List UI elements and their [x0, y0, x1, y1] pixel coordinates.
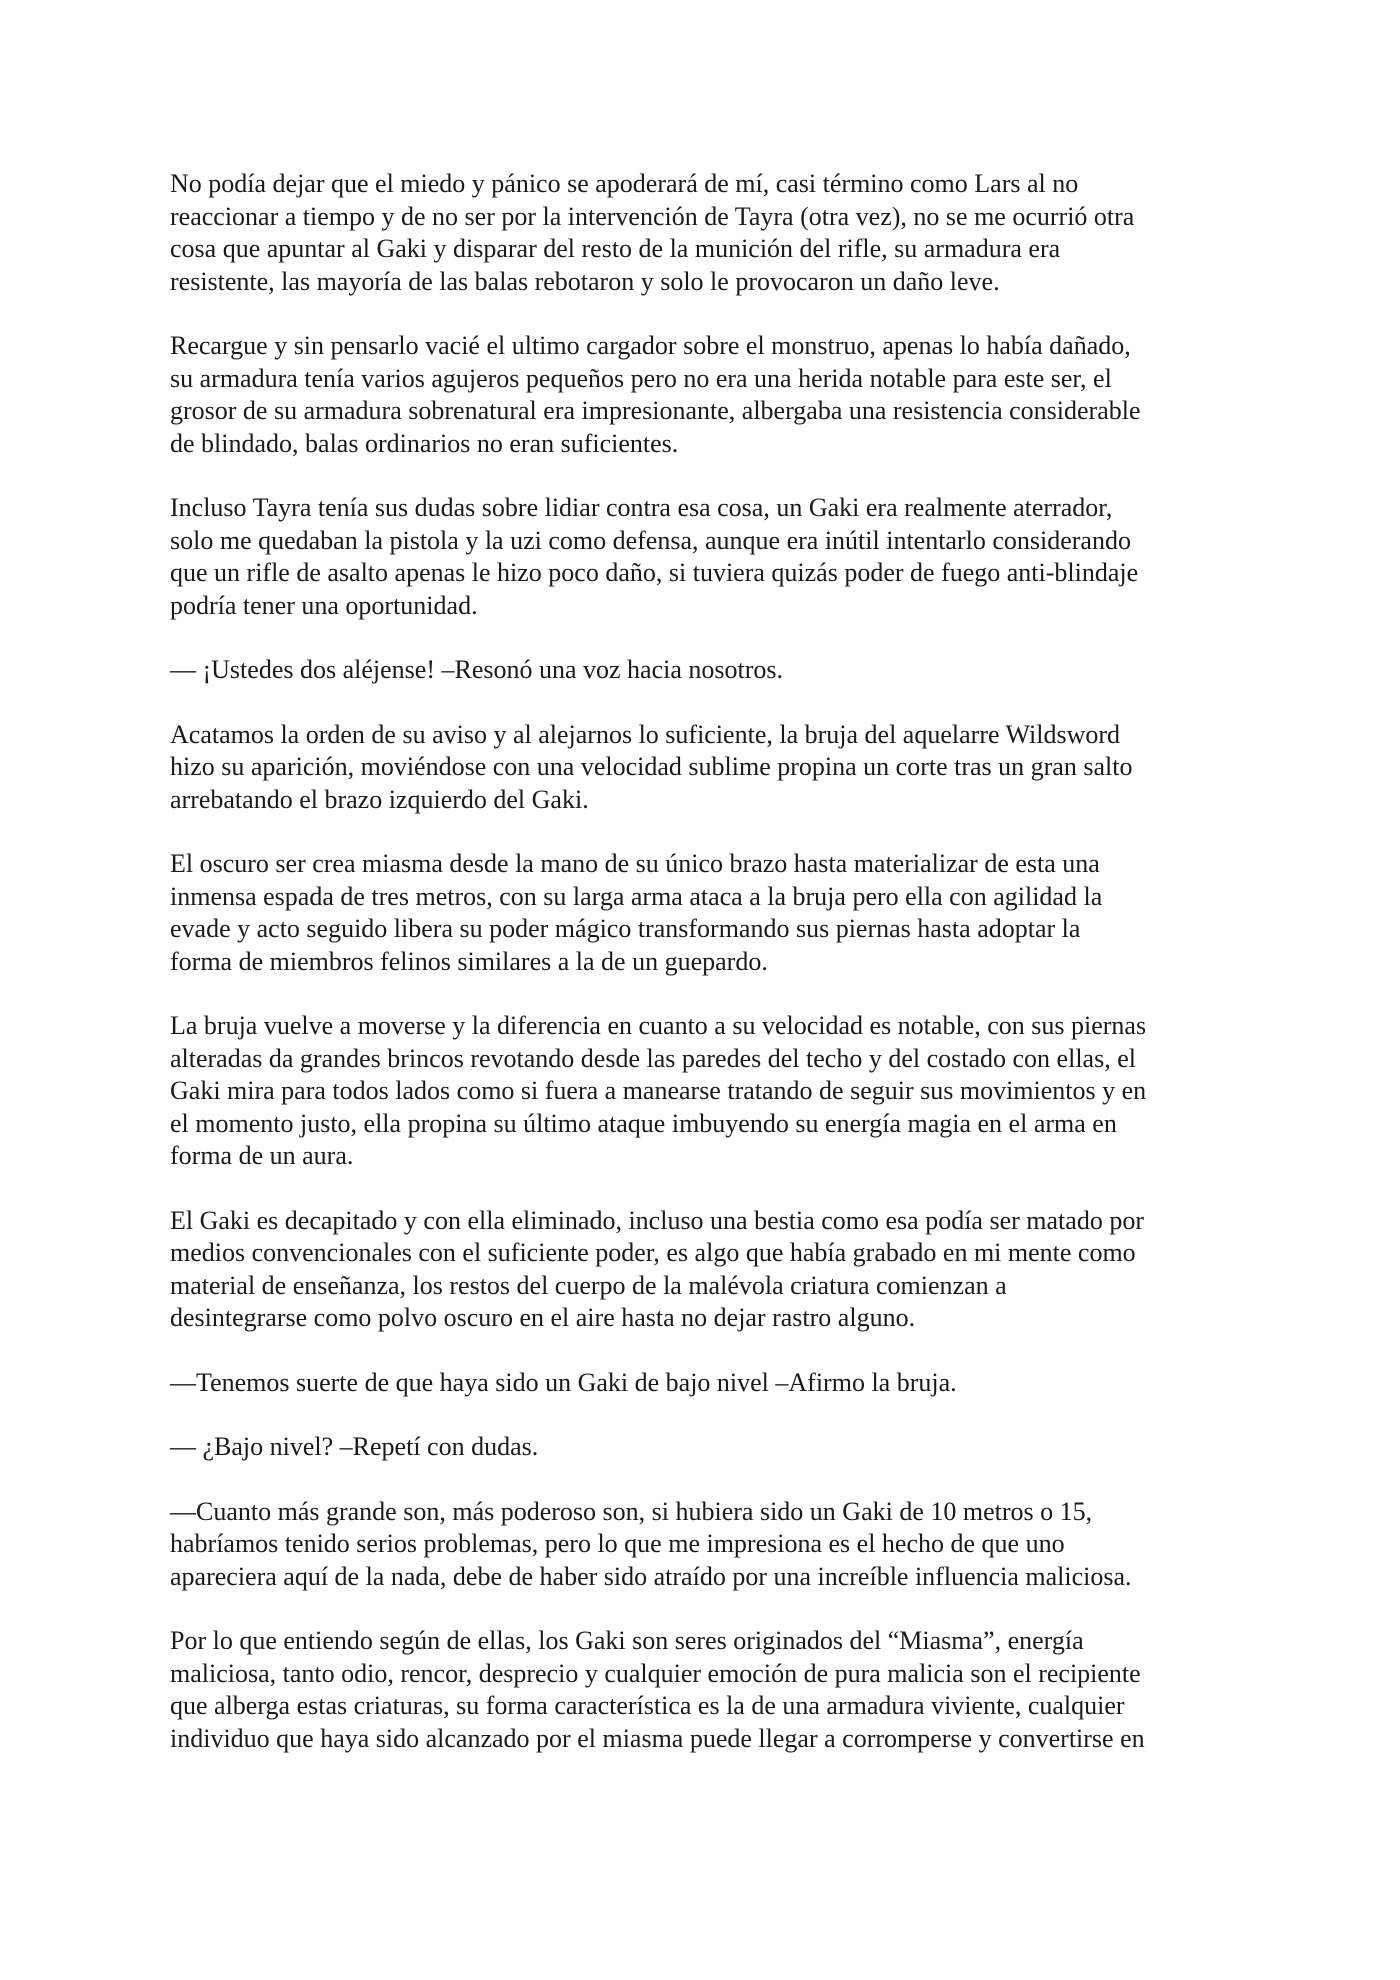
text-line: Gaki mira para todos lados como si fuera a manearse tratando de seguir sus movimientos y en [170, 1076, 1147, 1105]
text-line: de blindado, balas ordinarios no eran suficientes. [170, 428, 679, 458]
paragraph [170, 1205, 1250, 1335]
text-line: — ¡Ustedes dos aléjense! –Resonó una voz hacia nosotros. [170, 655, 784, 684]
text-line: apareciera aquí de la nada, debe de haber sido atraído por una increíble influencia maliciosa. [170, 1561, 1132, 1591]
text-line: material de enseñanza, los restos del cuerpo de la malévola criatura comienzan a [170, 1270, 1007, 1300]
paragraph [170, 492, 1250, 622]
paragraph [170, 168, 1250, 298]
text-line: forma de un aura. [170, 1141, 354, 1170]
text-line: —Cuanto más grande son, más poderoso son, si hubiera sido un Gaki de 10 metros o 15, [170, 1496, 1093, 1526]
text-line: que un rifle de asalto apenas le hizo poco daño, si tuviera quizás poder de fuego anti-blindaje [170, 558, 1139, 587]
text-line: su armadura tenía varios agujeros pequeños pero no era una herida notable para este ser, el [170, 363, 1112, 393]
paragraph [170, 1625, 1250, 1755]
paragraph [170, 1367, 1250, 1400]
text-line: el momento justo, ella propina su último ataque imbuyendo su energía magia en el arma en [170, 1108, 1117, 1138]
text-line: Acatamos la orden de su aviso y al alejarnos lo suficiente, la bruja del aquelarre Wildsword [170, 719, 1121, 749]
text-line: que alberga estas criaturas, su forma característica es la de una armadura viviente, cualquier [170, 1691, 1125, 1720]
text-line: Recargue y sin pensarlo vacié el ultimo cargador sobre el monstruo, apenas lo había dañado, [170, 331, 1131, 360]
text-line: reaccionar a tiempo y de no ser por la intervención de Tayra (otra vez), no se me ocurrió otra [170, 201, 1135, 231]
text-line: inmensa espada de tres metros, con su larga arma ataca a la bruja pero ella con agilidad la [170, 881, 1103, 911]
text-line: El oscuro ser crea miasma desde la mano de su único brazo hasta materializar de esta una [170, 849, 1100, 878]
text-line: desintegrarse como polvo oscuro en el aire hasta no dejar rastro alguno. [170, 1303, 916, 1332]
text-line: No podía dejar que el miedo y pánico se apoderará de mí, casi término como Lars al no [170, 169, 1079, 198]
paragraph [170, 330, 1250, 460]
text-line: grosor de su armadura sobrenatural era impresionante, albergaba una resistencia considerable [170, 396, 1141, 425]
paragraph [170, 654, 1250, 687]
text-line: solo me quedaban la pistola y la uzi como defensa, aunque era inútil intentarlo considerando [170, 525, 1131, 555]
paragraph [170, 848, 1250, 978]
text-line: resistente, las mayoría de las balas rebotaron y solo le provocaron un daño leve. [170, 266, 1000, 296]
text-line: individuo que haya sido alcanzado por el miasma puede llegar a corromperse y convertirse en [170, 1723, 1145, 1753]
text-line: arrebatando el brazo izquierdo del Gaki. [170, 784, 589, 814]
text-line: forma de miembros felinos similares a la de un guepardo. [170, 946, 768, 976]
text-line: evade y acto seguido libera su poder mágico transformando sus piernas hasta adoptar la [170, 914, 1081, 943]
paragraph [170, 719, 1250, 817]
text-line: El Gaki es decapitado y con ella eliminado, incluso una bestia como esa podía ser matado por [170, 1205, 1144, 1235]
text-line: Incluso Tayra tenía sus dudas sobre lidiar contra esa cosa, un Gaki era realmente aterrador, [170, 493, 1113, 522]
paragraph [170, 1496, 1250, 1594]
text-line: — ¿Bajo nivel? –Repetí con dudas. [170, 1432, 539, 1461]
text-line: alteradas da grandes brincos revotando desde las paredes del techo y del costado con ellas, el [170, 1043, 1136, 1073]
text-line: podría tener una oportunidad. [170, 590, 478, 620]
paragraph [170, 1431, 1250, 1464]
text-line: cosa que apuntar al Gaki y disparar del resto de la munición del rifle, su armadura era [170, 234, 1061, 263]
text-line: La bruja vuelve a moverse y la diferencia en cuanto a su velocidad es notable, con sus piernas [170, 1011, 1147, 1040]
text-line: Por lo que entiendo según de ellas, los Gaki son seres originados del “Miasma”, energía [170, 1626, 1084, 1655]
text-line: medios convencionales con el suficiente poder, es algo que había grabado en mi mente como [170, 1238, 1136, 1267]
text-line: hizo su aparición, moviéndose con una velocidad sublime propina un corte tras un gran salto [170, 752, 1133, 781]
paragraph [170, 1010, 1250, 1173]
document-body [170, 168, 1250, 1787]
text-line: —Tenemos suerte de que haya sido un Gaki de bajo nivel –Afirmo la bruja. [170, 1367, 957, 1397]
text-line: habríamos tenido serios problemas, pero lo que me impresiona es el hecho de que uno [170, 1529, 1065, 1558]
text-line: maliciosa, tanto odio, rencor, desprecio y cualquier emoción de pura malicia son el recipiente [170, 1658, 1141, 1688]
